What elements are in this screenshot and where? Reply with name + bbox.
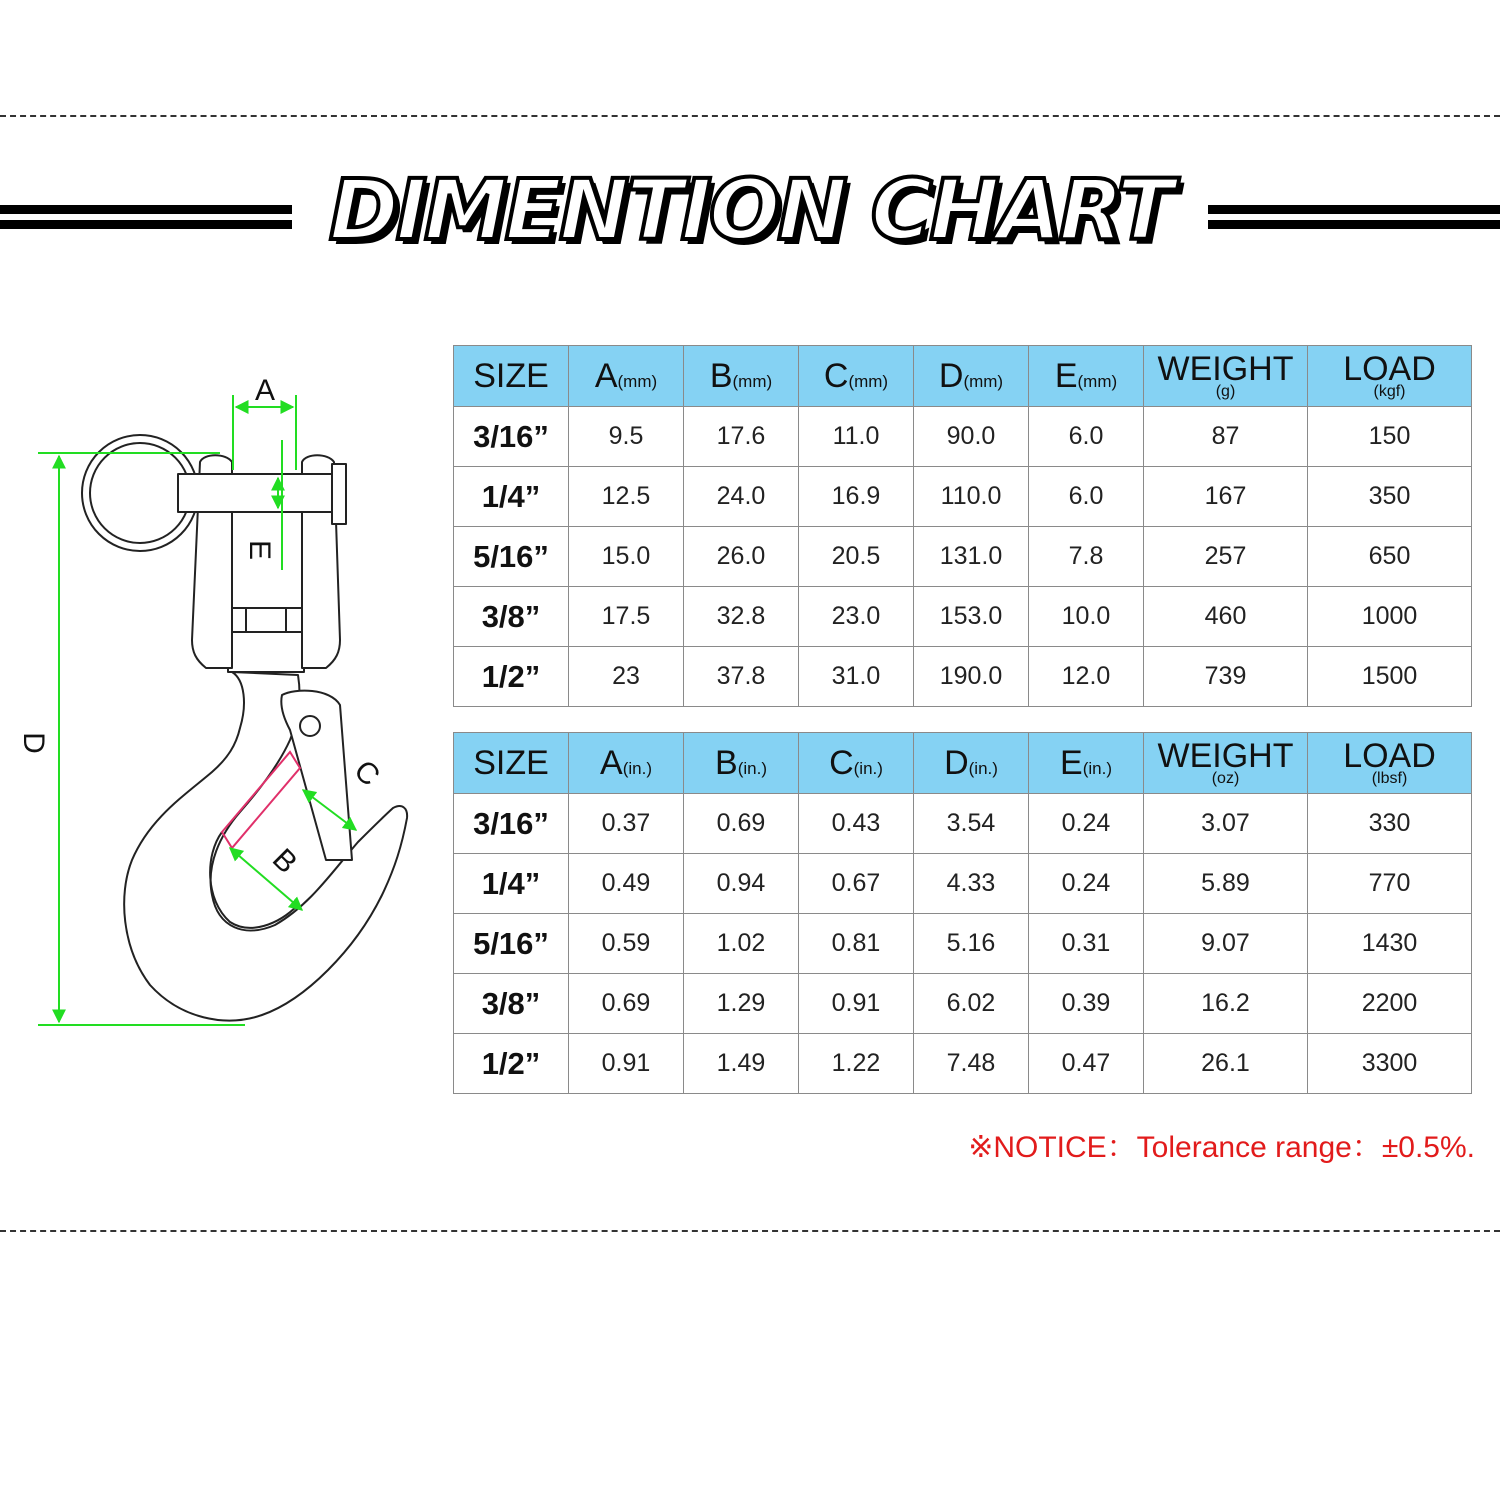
value-cell: 770: [1308, 854, 1472, 914]
header-label: E: [1054, 357, 1078, 395]
value-cell: 0.43: [799, 794, 914, 854]
header-unit: (in.): [1082, 759, 1112, 778]
header-label: A: [600, 744, 623, 782]
value-cell: 460: [1144, 587, 1308, 647]
header-label: LOAD: [1343, 350, 1436, 388]
table-row: [454, 854, 1472, 914]
header-d: [914, 346, 1029, 407]
metric-header-row: [454, 346, 1472, 407]
header-load: [1308, 733, 1472, 794]
value-cell: 0.49: [569, 854, 684, 914]
size-cell: 3/16”: [454, 794, 569, 854]
value-cell: 32.8: [684, 587, 799, 647]
value-cell: 1430: [1308, 914, 1472, 974]
value-cell: 7.48: [914, 1034, 1029, 1094]
value-cell: 6.0: [1029, 407, 1144, 467]
value-cell: 17.5: [569, 587, 684, 647]
value-cell: 1.49: [684, 1034, 799, 1094]
size-cell: 3/8”: [454, 974, 569, 1034]
header-label: SIZE: [473, 744, 549, 782]
value-cell: 37.8: [684, 647, 799, 707]
value-cell: 0.69: [684, 794, 799, 854]
header-label: D: [938, 357, 964, 395]
label-a: A: [254, 374, 276, 407]
header-unit: (in.): [622, 759, 652, 778]
header-unit: (mm): [617, 372, 658, 391]
value-cell: 0.69: [569, 974, 684, 1034]
header-label: D: [944, 744, 969, 782]
value-cell: 0.31: [1029, 914, 1144, 974]
value-cell: 12.5: [569, 467, 684, 527]
value-cell: 7.8: [1029, 527, 1144, 587]
header-label: B: [715, 744, 738, 782]
top-dashed-divider: [0, 115, 1500, 117]
value-cell: 0.67: [799, 854, 914, 914]
value-cell: 9.5: [569, 407, 684, 467]
header-label: LOAD: [1343, 737, 1436, 775]
value-cell: 0.24: [1029, 794, 1144, 854]
table-row: [454, 587, 1472, 647]
value-cell: 2200: [1308, 974, 1472, 1034]
title-bars-left: [0, 205, 292, 231]
header-e: [1029, 733, 1144, 794]
header-size: [454, 346, 569, 407]
table-row: [454, 794, 1472, 854]
value-cell: 5.16: [914, 914, 1029, 974]
table-row: [454, 467, 1472, 527]
value-cell: 16.9: [799, 467, 914, 527]
value-cell: 190.0: [914, 647, 1029, 707]
value-cell: 3300: [1308, 1034, 1472, 1094]
value-cell: 0.24: [1029, 854, 1144, 914]
header-size: [454, 733, 569, 794]
header-load: [1308, 346, 1472, 407]
value-cell: 31.0: [799, 647, 914, 707]
header-unit: (kgf): [1373, 383, 1406, 400]
table-row: [454, 407, 1472, 467]
table-row: [454, 974, 1472, 1034]
value-cell: 1.29: [684, 974, 799, 1034]
value-cell: 16.2: [1144, 974, 1308, 1034]
header-unit: (in.): [853, 759, 883, 778]
value-cell: 11.0: [799, 407, 914, 467]
header-weight: [1144, 733, 1308, 794]
value-cell: 1500: [1308, 647, 1472, 707]
value-cell: 1.22: [799, 1034, 914, 1094]
size-cell: 5/16”: [454, 527, 569, 587]
value-cell: 110.0: [914, 467, 1029, 527]
header-unit: (mm): [963, 372, 1004, 391]
size-cell: 1/2”: [454, 1034, 569, 1094]
header-weight: [1144, 346, 1308, 407]
header-c: [799, 346, 914, 407]
value-cell: 131.0: [914, 527, 1029, 587]
value-cell: 6.0: [1029, 467, 1144, 527]
table-row: [454, 1034, 1472, 1094]
value-cell: 90.0: [914, 407, 1029, 467]
table-row: [454, 914, 1472, 974]
value-cell: 23: [569, 647, 684, 707]
metric-table: [453, 345, 1472, 707]
header-label: B: [709, 357, 733, 395]
size-cell: 1/4”: [454, 854, 569, 914]
header-label: A: [594, 357, 618, 395]
shackle-pin: [178, 474, 334, 512]
label-b: B: [265, 842, 304, 881]
value-cell: 167: [1144, 467, 1308, 527]
value-cell: 26.0: [684, 527, 799, 587]
value-cell: 153.0: [914, 587, 1029, 647]
value-cell: 20.5: [799, 527, 914, 587]
header-e: [1029, 346, 1144, 407]
title-bars-right: [1208, 205, 1500, 231]
header-d: [914, 733, 1029, 794]
value-cell: 0.94: [684, 854, 799, 914]
bottom-dashed-divider: [0, 1230, 1500, 1232]
hook-diagram: [0, 340, 450, 1060]
header-label: C: [823, 357, 849, 395]
header-label: E: [1060, 744, 1083, 782]
value-cell: 1.02: [684, 914, 799, 974]
header-unit: (mm): [732, 372, 773, 391]
header-unit: (oz): [1211, 770, 1240, 787]
value-cell: 26.1: [1144, 1034, 1308, 1094]
page-title: DIMENTION CHART: [329, 161, 1171, 259]
value-cell: 12.0: [1029, 647, 1144, 707]
value-cell: 0.59: [569, 914, 684, 974]
value-cell: 650: [1308, 527, 1472, 587]
header-a: [569, 733, 684, 794]
value-cell: 0.81: [799, 914, 914, 974]
label-c: C: [347, 753, 387, 793]
header-unit: (mm): [848, 372, 889, 391]
label-d: D: [17, 732, 50, 754]
value-cell: 0.47: [1029, 1034, 1144, 1094]
table-row: [454, 647, 1472, 707]
value-cell: 3.54: [914, 794, 1029, 854]
size-cell: 1/4”: [454, 467, 569, 527]
value-cell: 9.07: [1144, 914, 1308, 974]
imperial-header-row: [454, 733, 1472, 794]
size-cell: 3/16”: [454, 407, 569, 467]
label-e: E: [243, 539, 276, 561]
header-a: [569, 346, 684, 407]
hook-body: [124, 672, 407, 1021]
imperial-table: [453, 732, 1472, 1094]
value-cell: 0.91: [799, 974, 914, 1034]
header-unit: (in.): [968, 759, 998, 778]
value-cell: 330: [1308, 794, 1472, 854]
value-cell: 15.0: [569, 527, 684, 587]
size-cell: 3/8”: [454, 587, 569, 647]
value-cell: 23.0: [799, 587, 914, 647]
header-label: WEIGHT: [1157, 737, 1294, 775]
header-c: [799, 733, 914, 794]
value-cell: 150: [1308, 407, 1472, 467]
value-cell: 0.39: [1029, 974, 1144, 1034]
header-label: SIZE: [473, 357, 549, 395]
value-cell: 0.37: [569, 794, 684, 854]
header-b: [684, 346, 799, 407]
value-cell: 350: [1308, 467, 1472, 527]
hex-nut: [228, 608, 304, 672]
value-cell: 17.6: [684, 407, 799, 467]
size-cell: 5/16”: [454, 914, 569, 974]
value-cell: 3.07: [1144, 794, 1308, 854]
value-cell: 0.91: [569, 1034, 684, 1094]
value-cell: 257: [1144, 527, 1308, 587]
table-row: [454, 527, 1472, 587]
header-unit: (lbsf): [1371, 770, 1408, 787]
hook-latch: [281, 691, 352, 860]
header-unit: (mm): [1077, 372, 1118, 391]
header-label: C: [829, 744, 854, 782]
header-label: WEIGHT: [1157, 350, 1294, 388]
size-cell: 1/2”: [454, 647, 569, 707]
value-cell: 739: [1144, 647, 1308, 707]
value-cell: 1000: [1308, 587, 1472, 647]
value-cell: 24.0: [684, 467, 799, 527]
value-cell: 87: [1144, 407, 1308, 467]
header-unit: (g): [1215, 383, 1236, 400]
value-cell: 5.89: [1144, 854, 1308, 914]
value-cell: 6.02: [914, 974, 1029, 1034]
tolerance-notice: ※NOTICE：Tolerance range：±0.5%.: [968, 1131, 1475, 1164]
value-cell: 4.33: [914, 854, 1029, 914]
header-unit: (in.): [737, 759, 767, 778]
value-cell: 10.0: [1029, 587, 1144, 647]
header-b: [684, 733, 799, 794]
